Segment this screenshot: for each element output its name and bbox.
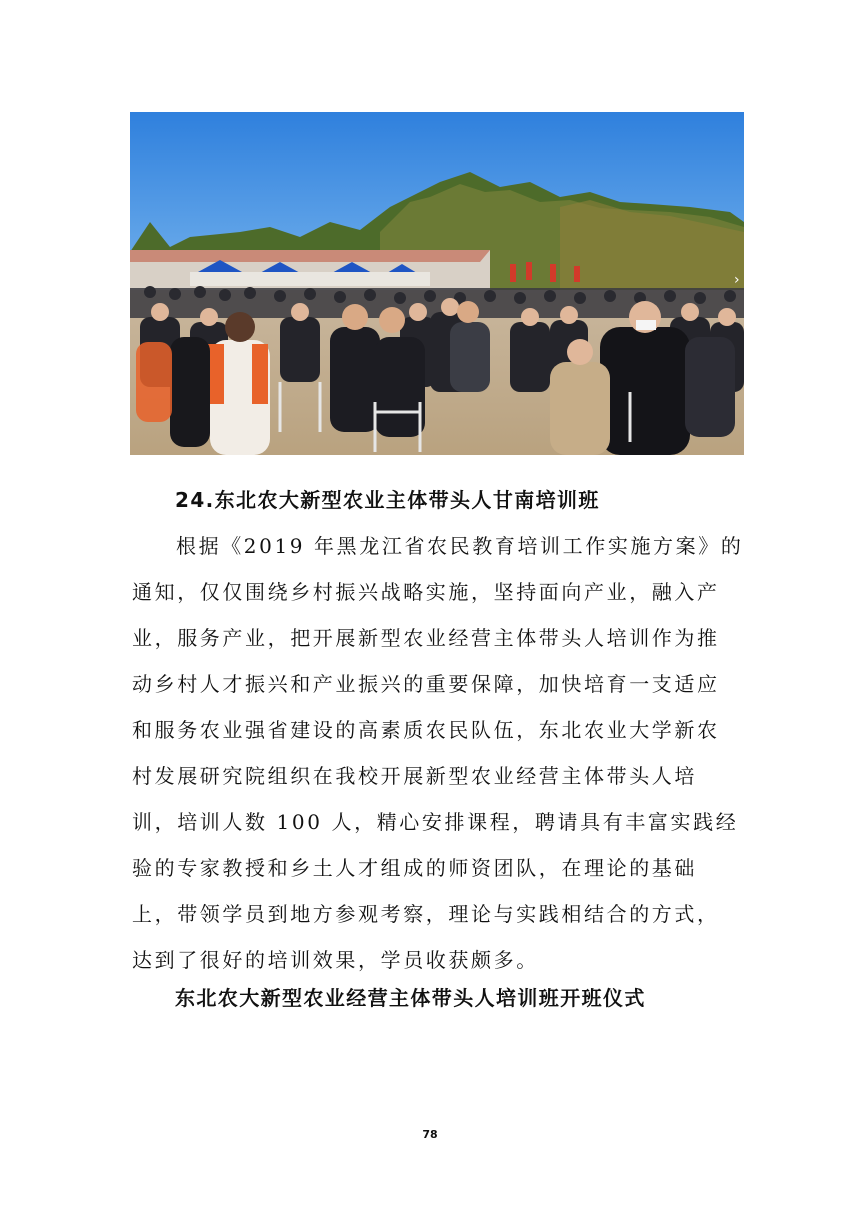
paragraph-line: 通知，仅仅围绕乡村振兴战略实施，坚持面向产业，融入产 xyxy=(132,580,720,604)
svg-text:›: › xyxy=(734,272,740,288)
paragraph-line: 达到了很好的培训效果，学员收获颇多。 xyxy=(132,948,539,972)
paragraph-line: 上，带领学员到地方参观考察，理论与实践相结合的方式， xyxy=(132,902,720,926)
event-photo xyxy=(130,112,744,455)
section-heading: 24.东北农大新型农业主体带头人甘南培训班 xyxy=(175,488,600,512)
paragraph-line: 和服务农业强省建设的高素质农民队伍，东北农业大学新农 xyxy=(132,718,720,742)
paragraph-line: 动乡村人才振兴和产业振兴的重要保障，加快培育一支适应 xyxy=(132,672,720,696)
paragraph-line: 验的专家教授和乡土人才组成的师资团队，在理论的基础 xyxy=(132,856,697,880)
paragraph-line: 村发展研究院组织在我校开展新型农业经营主体带头人培 xyxy=(132,764,697,788)
paragraph-line: 根据《2019 年黑龙江省农民教育培训工作实施方案》的 xyxy=(176,534,744,558)
body-paragraph xyxy=(132,526,744,986)
photo-caption: 东北农大新型农业经营主体带头人培训班开班仪式 xyxy=(175,986,646,1010)
paragraph-line: 训，培训人数 100 人，精心安排课程，聘请具有丰富实践经 xyxy=(132,810,739,834)
paragraph-line: 业，服务产业，把开展新型农业经营主体带头人培训作为推 xyxy=(132,626,720,650)
page-number: 78 xyxy=(422,1128,438,1141)
